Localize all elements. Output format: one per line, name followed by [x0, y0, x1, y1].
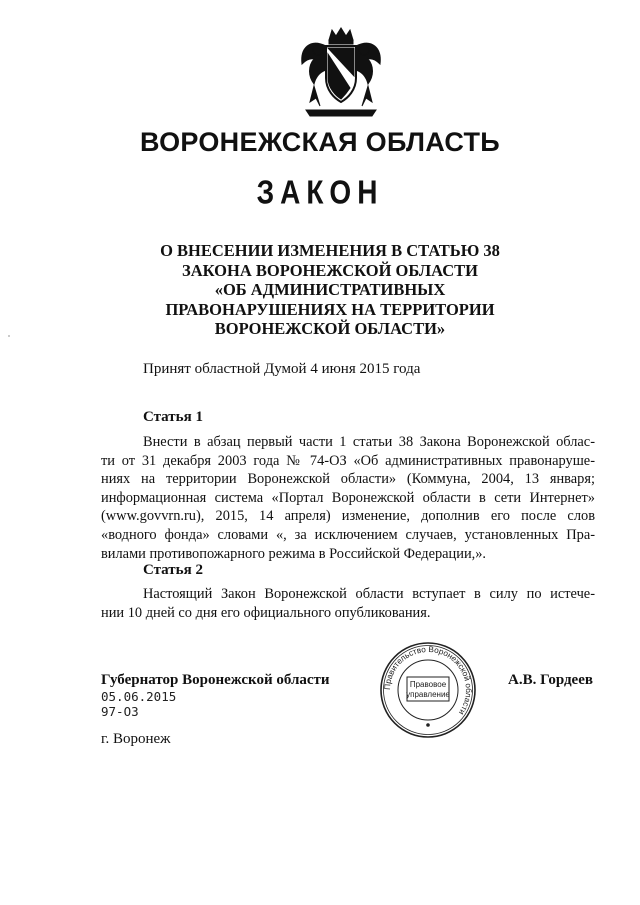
city: г. Воронеж [101, 731, 171, 747]
law-title [140, 241, 520, 339]
text-line: вилами противопожарного режима в Российской Федерации,». [101, 545, 487, 562]
adoption-note: Принят областной Думой 4 июня 2015 года [143, 361, 421, 377]
document-type: ЗАКОН [256, 174, 384, 211]
text-line: «водного фонда» словами «, за исключением случаев, установленных Пра- [101, 526, 595, 543]
coat-of-arms-icon [296, 26, 386, 118]
article-1-heading: Статья 1 [143, 409, 203, 425]
law-title-line: «ОБ АДМИНИСТРАТИВНЫХ [214, 280, 446, 299]
law-title-line: ВОРОНЕЖСКОЙ ОБЛАСТИ» [214, 319, 446, 338]
law-title-line: ЗАКОНА ВОРОНЕЖСКОЙ ОБЛАСТИ [181, 260, 479, 280]
law-title-line: О ВНЕСЕНИИ ИЗМЕНЕНИЯ В СТАТЬЮ 38 [160, 241, 500, 260]
text-line: ти от 31 декабря 2003 года № 74-ОЗ «Об административных правонаруше- [101, 452, 595, 469]
article-2-heading: Статья 2 [143, 562, 203, 578]
signature-date: 05.06.2015 [101, 689, 177, 704]
stamp-outer-text: Правительство Воронежской области [382, 644, 474, 717]
article-1-text [101, 433, 595, 563]
law-title-line: ПРАВОНАРУШЕНИЯХ НА ТЕРРИТОРИИ [165, 299, 495, 319]
article-2-text [101, 585, 595, 622]
signatory-name: А.В. Гордеев [508, 672, 593, 688]
text-line: информационная система «Портал Воронежской области в сети Интернет» [101, 489, 595, 506]
official-stamp [379, 641, 477, 739]
text-line: (www.govvrn.ru), 2015, 14 апреля) изменение, дополнив его после слов [101, 508, 595, 525]
signatory-position: Губернатор Воронежской области [101, 672, 330, 688]
law-number: 97-ОЗ [101, 704, 139, 719]
text-line: Настоящий Закон Воронежской области вступает в силу по истече- [143, 586, 595, 602]
scan-speck [8, 335, 10, 337]
text-line: нии 10 дней со дня его официального опубликования. [101, 604, 431, 621]
stamp-inner-text-1: Правовое [409, 680, 447, 689]
stamp-inner-text-2: управление [406, 690, 450, 699]
region-title: ВОРОНЕЖСКАЯ ОБЛАСТЬ [139, 127, 501, 157]
text-line: ниях на территории Воронежской области» (Коммуна, 2004, 13 января; [101, 471, 595, 488]
text-line: Внести в абзац первый части 1 статьи 38 Закона Воронежской облас- [143, 434, 595, 450]
